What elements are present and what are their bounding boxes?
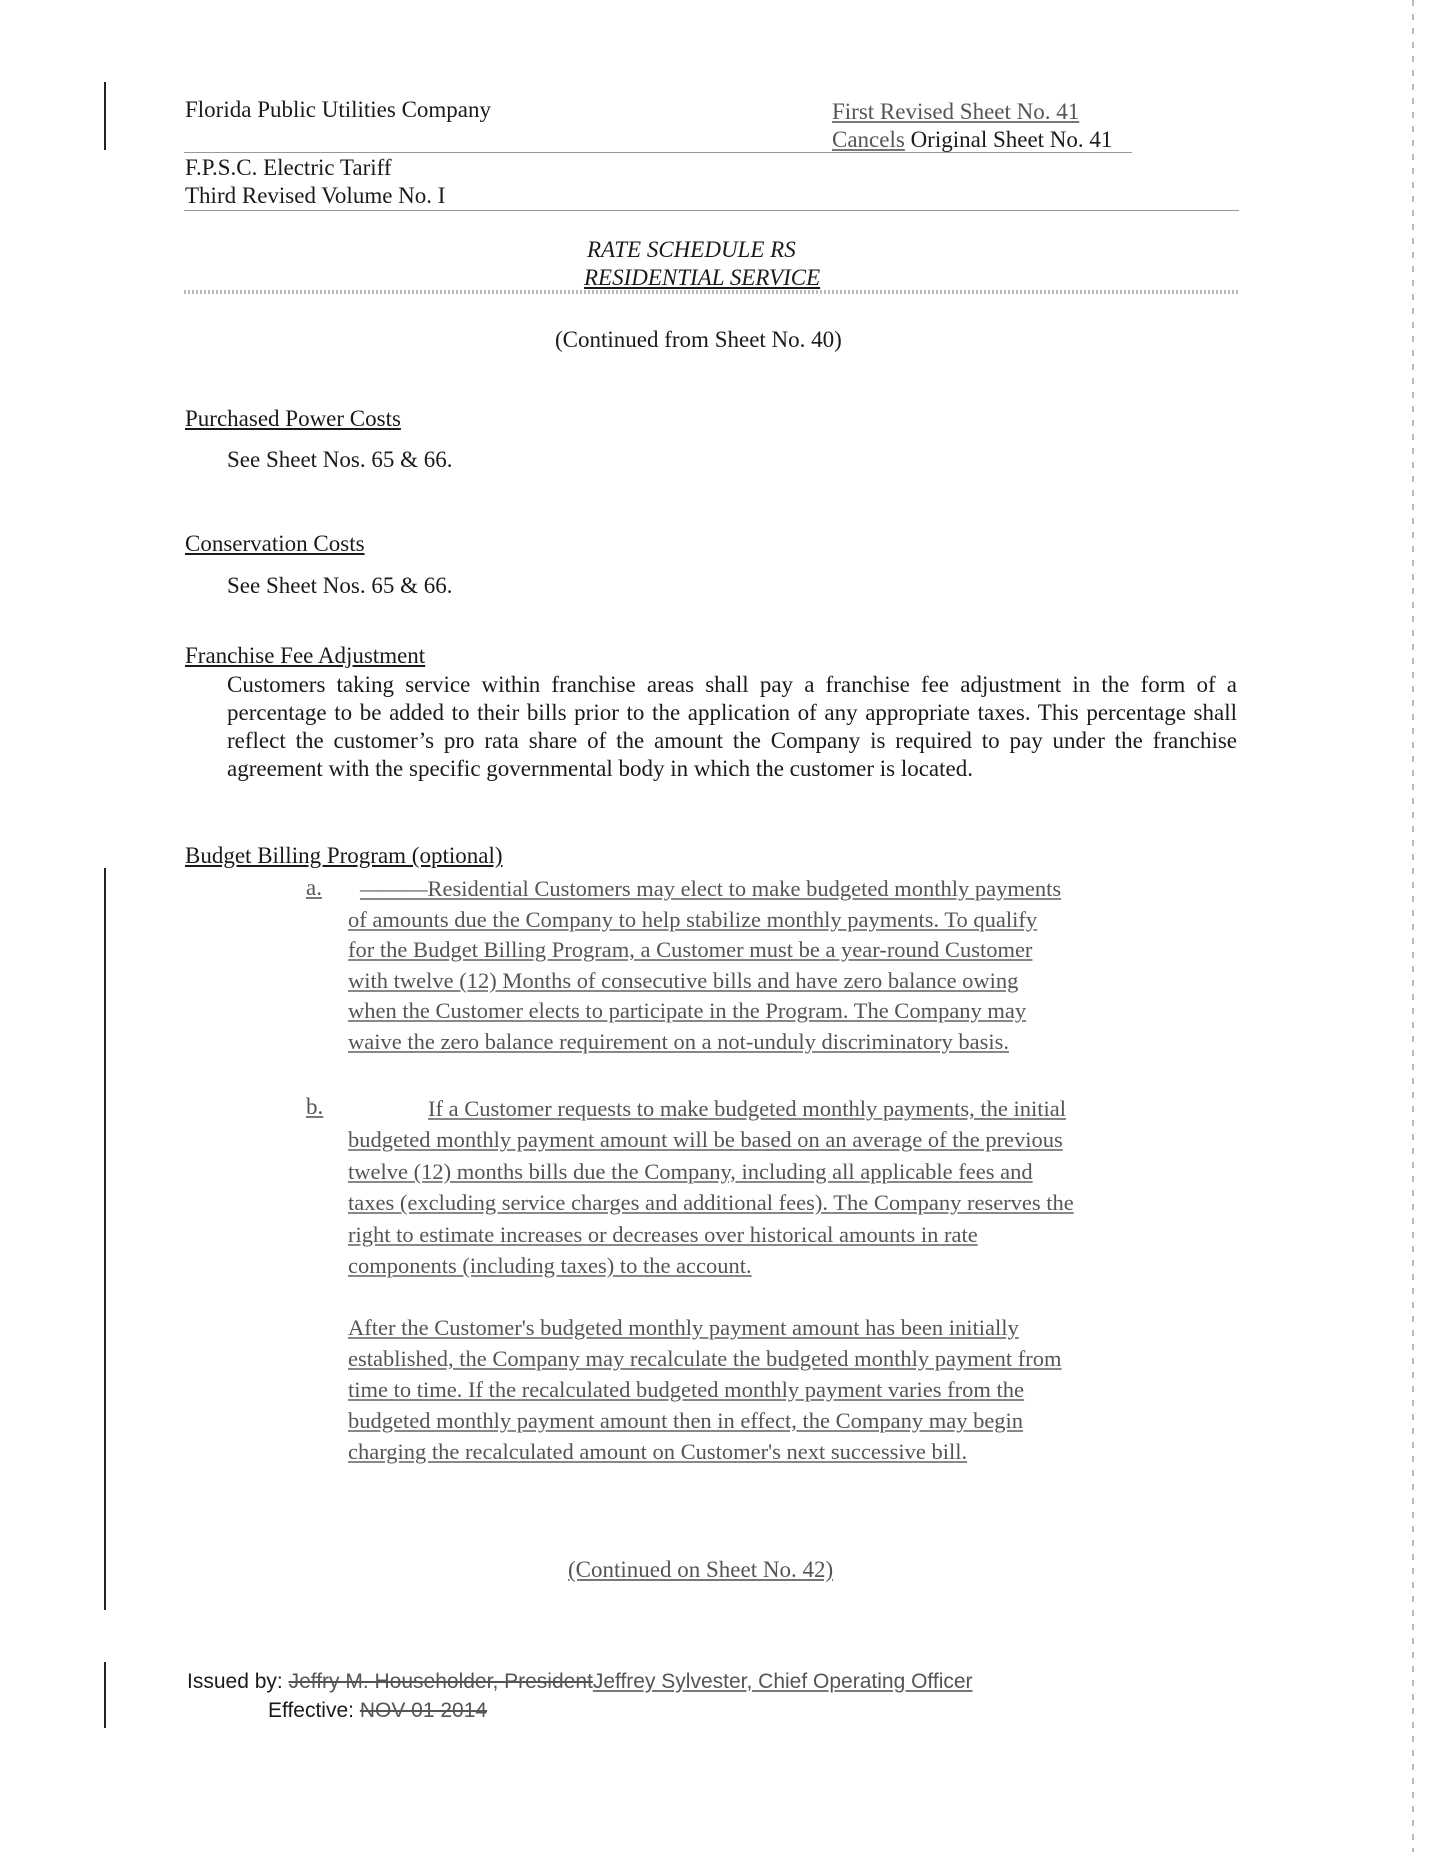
effective-line — [268, 1697, 487, 1725]
item-a-line: when the Customer elects to participate in the Program. The Company may — [348, 998, 1027, 1024]
item-a-line: ———Residential Customers may elect to make budgeted monthly payments — [360, 876, 1062, 901]
item-b-cont-line: established, the Company may recalculate the budgeted monthly payment from — [348, 1346, 1062, 1371]
item-b-cont-line: After the Customer's budgeted monthly payment amount has been initially — [348, 1315, 1019, 1340]
issued-by — [187, 1668, 973, 1696]
sheet-number: First Revised Sheet No. 41 — [832, 99, 1080, 124]
header-rule-1 — [184, 152, 1132, 153]
franchise-body — [227, 671, 1237, 783]
franchise-heading: Franchise Fee Adjustment — [185, 643, 426, 668]
item-a-line: with twelve (12) Months of consecutive bills and have zero balance owing — [348, 967, 1019, 993]
item-b-line: If a Customer requests to make budgeted monthly payments, the initial — [428, 1096, 1066, 1121]
effective-deleted: NOV 01 2014 — [359, 1699, 488, 1722]
cancels-word: Cancels — [832, 127, 905, 152]
tariff-line-2: Third Revised Volume No. I — [185, 183, 446, 208]
franchise-paragraph: Customers taking service within franchise areas shall pay a franchise fee adjustment in the form of a percentage to be added to their bills prior to the application of any appropriate taxes. This percentage shall reflect the customer’s pro rata share of the amount the Company is required to pay under the franchise agreement with the specific governmental body in which the customer is located. — [227, 672, 1237, 781]
item-b-marker: b. — [306, 1094, 324, 1119]
issued-label: Issued by: — [187, 1670, 289, 1693]
header-rule-2 — [184, 210, 1239, 211]
company-name: Florida Public Utilities Company — [185, 97, 492, 122]
continued-from: (Continued from Sheet No. 40) — [555, 327, 842, 352]
schedule-title: RATE SCHEDULE RS — [587, 237, 796, 262]
revision-bar-header — [104, 82, 106, 150]
conservation-body: See Sheet Nos. 65 & 66. — [227, 573, 453, 598]
item-b-text — [348, 1093, 1074, 1281]
item-b-cont-line: charging the recalculated amount on Customer's next successive bill. — [348, 1439, 968, 1464]
budget-heading: Budget Billing Program (optional) — [185, 843, 503, 868]
purchased-power-heading: Purchased Power Costs — [185, 406, 401, 431]
item-b-line: budgeted monthly payment amount will be based on an average of the previous — [348, 1127, 1063, 1153]
item-b-line: components (including taxes) to the account. — [348, 1253, 752, 1279]
item-b-cont-line: time to time. If the recalculated budgeted monthly payment varies from the — [348, 1377, 1025, 1402]
title-rule — [184, 290, 1239, 294]
item-b-line: taxes (excluding service charges and additional fees). The Company reserves the — [348, 1190, 1074, 1216]
continued-on: (Continued on Sheet No. 42) — [568, 1557, 834, 1582]
revision-bar-budget — [104, 868, 106, 1610]
purchased-power-body: See Sheet Nos. 65 & 66. — [227, 447, 453, 472]
tariff-line-1: F.P.S.C. Electric Tariff — [185, 155, 392, 180]
item-b-line: twelve (12) months bills due the Company, including all applicable fees and — [348, 1158, 1033, 1184]
conservation-heading: Conservation Costs — [185, 531, 365, 556]
item-a-line: for the Budget Billing Program, a Customer must be a year-round Customer — [348, 937, 1033, 963]
item-a-marker: a. — [306, 875, 322, 900]
item-a-line: waive the zero balance requirement on a not-unduly discriminatory basis. — [348, 1028, 1010, 1054]
item-a-line: of amounts due the Company to help stabilize monthly payments. To qualify — [348, 906, 1038, 932]
cancels-sheet: Original Sheet No. 41 — [904, 127, 1113, 152]
issued-deleted: Jeffry M. Householder, President — [288, 1670, 593, 1693]
item-b-cont-line: budgeted monthly payment amount then in effect, the Company may begin — [348, 1408, 1024, 1433]
revision-bar-footer — [104, 1662, 106, 1728]
schedule-subtitle: RESIDENTIAL SERVICE — [584, 265, 821, 290]
item-b-continuation — [348, 1312, 1062, 1467]
scan-edge — [1412, 0, 1414, 1852]
effective-label: Effective: — [268, 1699, 360, 1722]
item-b-line: right to estimate increases or decreases over historical amounts in rate — [348, 1221, 978, 1247]
cancels-line — [832, 126, 1112, 154]
item-a-text — [348, 874, 1061, 1058]
issued-inserted: Jeffrey Sylvester, Chief Operating Officer — [592, 1670, 973, 1693]
